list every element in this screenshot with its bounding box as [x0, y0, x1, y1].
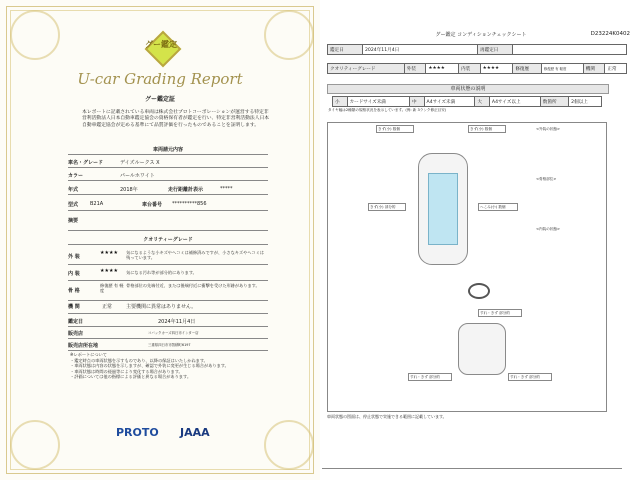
divider	[68, 230, 268, 231]
label: カラー	[68, 173, 84, 179]
label: 外 装	[68, 254, 80, 260]
year-value: 2018年	[120, 187, 138, 193]
proto-logo: PROTO	[116, 426, 159, 439]
mileage-value: *****	[220, 186, 233, 192]
document-number: D23224K0402	[590, 31, 630, 37]
steering-wheel-icon	[468, 283, 490, 299]
size-a4over: A4サイズ以上	[489, 97, 540, 107]
label: 骨 格	[68, 288, 80, 294]
label: 内 装	[68, 271, 80, 277]
label: 販売店	[68, 331, 84, 337]
vehicle-diagram	[327, 122, 607, 412]
callout: きず(小) 部分的	[368, 203, 406, 211]
callout: すれ・きず 部分的	[408, 373, 452, 381]
grade-table	[327, 63, 627, 74]
divider	[68, 326, 268, 327]
label: 年式	[68, 187, 79, 193]
interior-label: 内装	[459, 64, 481, 74]
chassis-value: **********856	[172, 201, 207, 207]
callout: へこみ(小) 数個	[478, 203, 518, 211]
repair-label: 修復歴	[513, 64, 542, 74]
note-line: ・評価については他の指標による評価と異なる場合があります。	[70, 374, 192, 380]
size-medium: 中	[410, 97, 425, 107]
divider	[68, 350, 268, 351]
re-date-label: 再鑑定日	[478, 45, 513, 55]
label: 鑑定日	[68, 319, 84, 325]
ornament-top-left	[10, 10, 60, 60]
callout: きず(小) 数個	[468, 125, 506, 133]
vehicle-section-title: 車両請元内容	[152, 147, 183, 153]
interior-text: 気になる汚れ等が部分的にあります。	[126, 270, 197, 275]
divider	[68, 210, 268, 211]
note-line: ※レポートについて	[70, 352, 107, 357]
size-a4under: A4サイズ未満	[424, 97, 475, 107]
label: 摘要	[68, 218, 79, 224]
script-title: U-car Grading Report	[77, 70, 243, 88]
label: 車台番号	[142, 202, 163, 208]
date-table	[327, 44, 627, 55]
exterior-stars: ★★★★	[426, 64, 459, 74]
label: 走行距離計表示	[168, 187, 204, 193]
vehicle-name: デイズルークス X	[120, 160, 160, 166]
label: 販売店所在地	[68, 343, 99, 349]
repair-value: 修復歴 有 軽度	[541, 64, 583, 74]
condition-check-sheet	[322, 0, 640, 480]
divider	[68, 338, 268, 339]
address-value: 三重県四日市市智積町6197	[148, 343, 191, 347]
divider	[68, 180, 268, 181]
legend-interior: <内装の状態>	[536, 227, 560, 231]
size-small: 小	[333, 97, 348, 107]
label: 機 関	[68, 304, 80, 310]
re-date-value	[513, 45, 627, 55]
size-legend-table	[332, 96, 602, 107]
size-card: カードサイズ未満	[347, 97, 410, 107]
report-notes	[70, 352, 255, 380]
exterior-stars: ★★★★	[100, 250, 118, 256]
divider	[68, 313, 268, 314]
bottom-divider	[322, 468, 622, 469]
certificate-subtitle: グー鑑定証	[144, 96, 175, 103]
jaaa-logo: JAAA	[180, 426, 210, 439]
callout: きず(小) 数個	[376, 125, 414, 133]
interior-stars: ★★★★	[480, 64, 513, 74]
label: 型式	[68, 202, 79, 208]
count-label: 数箇所	[540, 97, 568, 107]
engine-value: 正常	[605, 64, 627, 74]
size-large: 大	[475, 97, 490, 107]
label: 車名・グレード	[68, 160, 104, 166]
exterior-label: 外装	[404, 64, 426, 74]
callout: すれ・きず 部分的	[478, 309, 522, 317]
status-title: 車両状態の説明	[327, 84, 609, 94]
divider	[68, 244, 268, 245]
divider	[68, 167, 268, 168]
shop-value: コバックカーズ四日市インター店	[148, 331, 199, 335]
note-line: ・車両状態は時間の経過等により変化する場合があります。	[70, 368, 183, 374]
divider	[68, 154, 268, 155]
engine-label: 機関	[583, 64, 605, 74]
divider	[68, 194, 268, 195]
date-value: 2024年11月4日	[363, 45, 478, 55]
frame-value: 修復歴 有 軽度	[100, 283, 124, 293]
bottom-note: 車両状態の図面は、停止状態で実施できる範囲に記載しています。	[327, 414, 447, 419]
quality-section-title: クオリティーグレード	[143, 237, 193, 243]
divider	[68, 300, 268, 301]
ornament-bottom-right	[264, 420, 314, 470]
certificate-body: 本レポートに記載されている車両は株式会社プロトコーポレーションが運営する特定非営利活動法人日本自動車鑑定協会の資格保有者が鑑定を行い、特定非営利活動法人日本自動車鑑定協会が定める基準にて品質評価を行ったものであることを証明します。	[82, 110, 270, 128]
grade-label: クオリティーグレード	[328, 64, 405, 74]
divider	[68, 280, 268, 281]
legend-frame: <骨格部位>	[536, 177, 557, 181]
callout: すれ・きず 部分的	[508, 373, 552, 381]
interior-stars: ★★★★	[100, 268, 118, 274]
model-value: B21A	[90, 201, 104, 207]
ornament-top-right	[264, 10, 314, 60]
color-value: パールホワイト	[120, 173, 155, 179]
car-rear-view	[458, 323, 506, 375]
date-label: 鑑定日	[328, 45, 363, 55]
frame-text: 骨格部位の先端付近、または後端付近に衝撃を受けた形跡があります。	[126, 283, 260, 288]
exterior-text: 気になるような小キズやヘコミは補修済みですが、小さなキズやヘコミは残っています。	[126, 250, 265, 260]
date-value: 2024年11月4日	[158, 319, 196, 325]
engine-value: 正常	[102, 304, 113, 310]
sheet-header: グー鑑定 コンディションチェックシート	[435, 32, 527, 38]
car-roof-glass	[428, 173, 458, 245]
engine-text: 主要機関に異常はありません。	[126, 304, 197, 310]
ornament-bottom-left	[10, 420, 60, 470]
divider	[68, 264, 268, 265]
note-line: ・鑑定時点の車両状態を示すものであり、以降の保証はいたしかねます。	[70, 357, 208, 363]
logo-text: グー鑑定	[145, 40, 177, 49]
legend-exterior: <外装の状態>	[536, 127, 560, 131]
note-line: ・車両状態は内容の状態を示しますが、確認で外装に変更が生じる場合があります。	[70, 363, 229, 369]
grade-frame	[68, 283, 268, 299]
status-note: タイヤ幅は2種類の規格状況を表示しています。(例: 新 3ランク修正目安)	[328, 108, 447, 112]
count-value: 2個以上	[569, 97, 602, 107]
